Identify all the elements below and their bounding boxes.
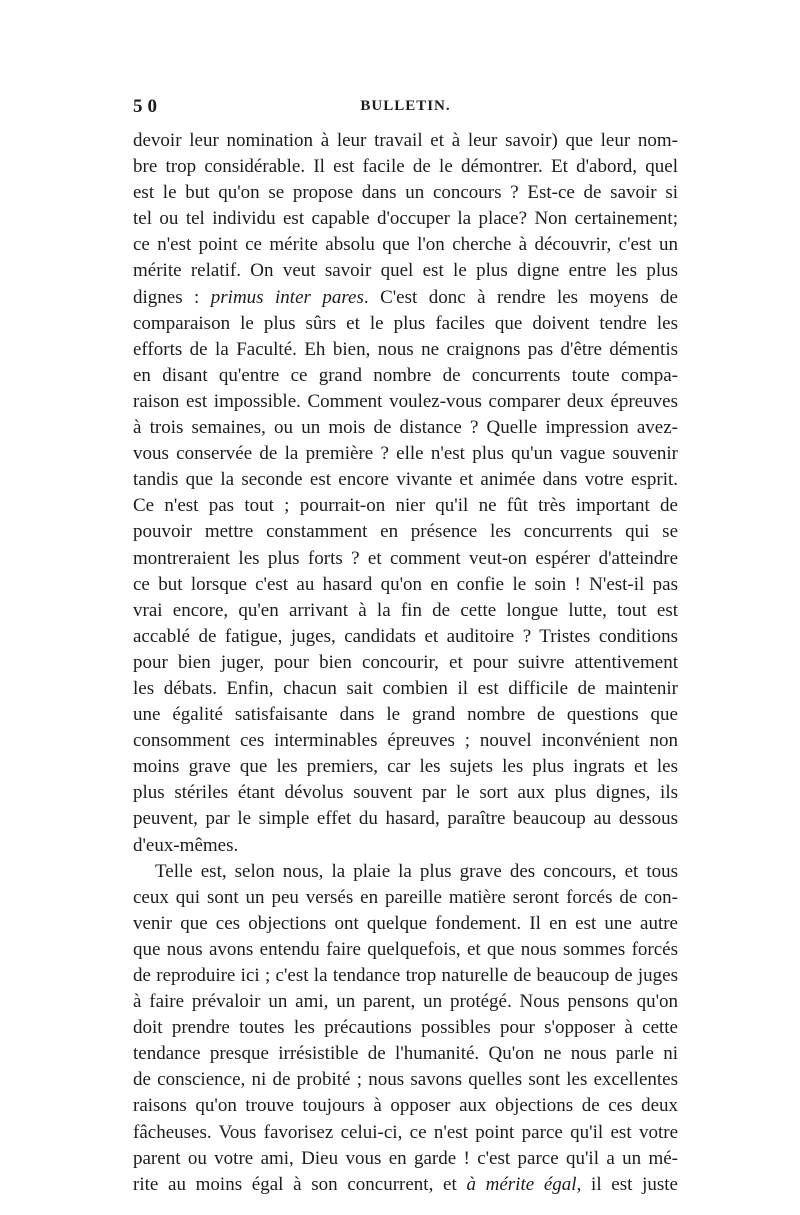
text-line: les débats. Enfin, chacun sait combien il est difficile de maintenir [133,677,678,699]
text-line: à faire prévaloir un ami, un parent, un protégé. Nous pensons qu'on [133,991,678,1013]
text-line: mérite relatif. On veut savoir quel est le plus digne entre les plus [133,260,678,282]
text-line: ceux qui sont un peu versés en pareille matière seront forcés de con- [133,886,678,908]
text-segment: . C'est donc à rendre les moyens de [363,286,678,308]
text-line: venir que ces objections ont quelque fondement. Il en est une autre [133,912,678,934]
text-line: tel ou tel individu est capable d'occuper la place? Non certainement; [133,208,678,230]
text-line: efforts de la Faculté. Eh bien, nous ne craignons pas d'être démentis [133,338,678,360]
text-line: montreraient les plus forts ? et comment veut-on espérer d'atteindre [133,547,678,569]
text-line: peuvent, par le simple effet du hasard, paraître beaucoup au dessous [133,808,678,830]
text-segment: , il est juste [576,1173,678,1195]
text-line: comparaison le plus sûrs et le plus faciles que doivent tendre les [133,312,678,334]
text-line: tandis que la seconde est encore vivante et animée dans votre esprit. [133,469,678,491]
text-segment: rite au moins égal à son concurrent, et [133,1173,467,1195]
text-line: raisons qu'on trouve toujours à opposer aux objections de ces deux [133,1095,678,1117]
text-line: moins grave que les premiers, car les sujets les plus ingrats et les [133,756,678,778]
text-line: vrai encore, qu'en arrivant à la fin de cette longue lutte, tout est [133,599,678,621]
text-line: bre trop considérable. Il est facile de le démontrer. Et d'abord, quel [133,156,678,178]
text-line: accablé de fatigue, juges, candidats et auditoire ? Tristes conditions [133,625,678,647]
text-line: une égalité satisfaisante dans le grand nombre de questions que [133,704,678,726]
text-line: raison est impossible. Comment voulez-vous comparer deux épreuves [133,390,678,412]
page-number: 50 [133,96,162,117]
italic-phrase: primus inter pares [210,286,364,308]
italic-phrase: à mérite égal [466,1173,577,1195]
text-line: parent ou votre ami, Dieu vous en garde ! c'est parce qu'il a un mé- [133,1147,678,1169]
text-line: Ce n'est pas tout ; pourrait-on nier qu'il ne fût très important de [133,495,678,517]
paragraph-last-line: d'eux-mêmes. [133,834,239,856]
text-line: de reproduire ici ; c'est la tendance trop naturelle de beaucoup de juges [133,965,678,986]
text-line: est le but qu'on se propose dans un concours ? Est-ce de savoir si [133,182,678,204]
text-line: fâcheuses. Vous favorisez celui-ci, ce n'est point parce qu'il est votre [133,1121,678,1143]
text-line: consomment ces interminables épreuves ; nouvel inconvénient non [133,730,678,752]
text-line: devoir leur nomination à leur travail et à leur savoir) que leur nom- [133,130,678,151]
text-line: pour bien juger, pour bien concourir, et pour suivre attentivement [133,651,678,673]
text-line: à trois semaines, ou un mois de distance ? Quelle impression avez- [133,417,678,439]
text-line: ce n'est point ce mérite absolu que l'on cherche à découvrir, c'est un [133,234,678,256]
page-header [133,96,678,120]
text-line: tendance presque irrésistible de l'humanité. Qu'on ne nous parle ni [133,1043,678,1065]
text-line: plus stériles étant dévolus souvent par le sort aux plus dignes, ils [133,782,678,804]
text-line: ce but lorsque c'est au hasard qu'on en confie le soin ! N'est-il pas [133,573,678,595]
running-head: BULLETIN. [360,98,451,114]
text-line-with-italic [133,1172,678,1198]
text-line: pouvoir mettre constamment en présence les concurrents qui se [133,521,678,543]
text-line: vous conservée de la première ? elle n'est plus qu'un vague souvenir [133,443,678,465]
text-line: de conscience, ni de probité ; nous savons quelles sont les excellentes [133,1069,678,1091]
text-line: en disant qu'entre ce grand nombre de concurrents toute compa- [133,364,678,386]
text-line: que nous avons entendu faire quelquefois, et que nous sommes forcés [133,938,678,960]
text-segment: dignes : [133,286,211,308]
text-line: doit prendre toutes les précautions possibles pour s'opposer à cette [133,1017,678,1039]
text-line-with-italic [133,285,678,311]
body-text [133,128,678,1198]
paragraph-first-line: Telle est, selon nous, la plaie la plus grave des concours, et tous [155,860,678,882]
